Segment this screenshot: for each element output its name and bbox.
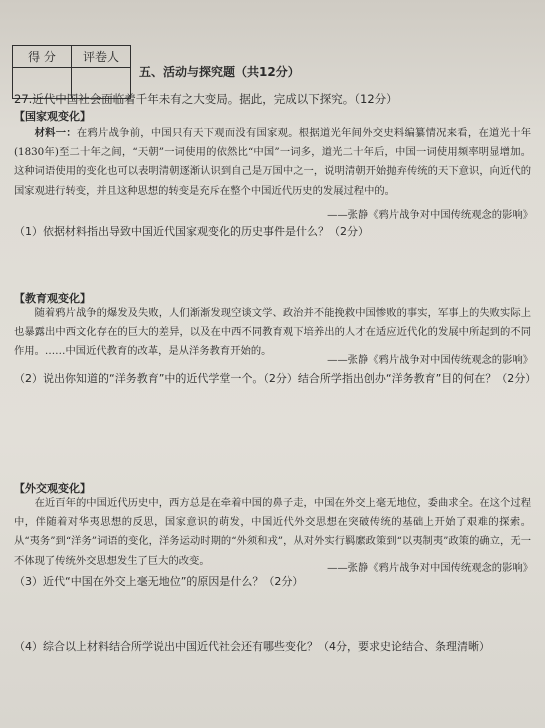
question-3: （3）近代“中国在外交上毫无地位”的原因是什么？（2分）: [14, 575, 304, 588]
score-header: 得 分: [13, 46, 72, 68]
diplomacy-paragraph: 在近百年的中国近代历史中，西方总是在牵着中国的鼻子走，中国在外交上毫无地位，委曲求全。在这个过程中，伴随着对华夷思想的反思，国家意识的萌发，中国近代外交思想在突破传统的基础上开始了艰难的探索。从“夷务”到“洋务”词语的变化，洋务运动时期的“外须和戎”，从对外实行羁縻政策到“以夷制夷”政策的确立，无一不体现了传统外交思想发生了巨大的改变。: [14, 497, 531, 567]
question-1: （1）依据材料指出导致中国近代国家观变化的历史事件是什么？（2分）: [14, 225, 369, 238]
material-one-text: 在鸦片战争前，中国只有天下观而没有国家观。根据道光年间外交史料编纂情况来看，在道光十年(1830年)至二十年之间，“天朝”一词使用的依然比“中国”一词多，道光二十年后，中国一词使用频率明显增加。这种词语使用的变化也可以表明清朝逐渐认识到自己是万国中之一，说明清朝开始抛弃传统的天下意识，向近代的国家观进行转变，并且这种思想的转变是充斥在整个中国近代历史的发展过程中的。: [14, 127, 532, 197]
education-view-title: 【教育观变化】: [14, 292, 91, 305]
question-2: （2）说出你知道的“洋务教育”中的近代学堂一个。（2分）结合所学指出创办“洋务教育”目的何在？（2分）: [14, 372, 537, 385]
grader-header: 评卷人: [72, 46, 131, 68]
material-one-paragraph: [14, 124, 531, 201]
education-source: ——张静《鸦片战争对中国传统观念的影响》: [327, 354, 533, 366]
diplomacy-view-title: 【外交观变化】: [14, 482, 91, 495]
question-4: （4）综合以上材料结合所学说出中国近代社会还有哪些变化？（4分，要求史论结合、条理清晰）: [14, 640, 490, 653]
material-one-label: 材料一：: [34, 127, 77, 139]
education-paragraph: 随着鸦片战争的爆发及失败，人们渐渐发现空谈文学、政治并不能挽救中国惨败的事实，军事上的失败实际上也暴露出中西文化存在的巨大的差异，以及在中西不同教育观下培养出的人才在适应近代化的发展中所起到的不同作用。……中国近代教育的改革，是从洋务教育开始的。: [14, 307, 531, 358]
section-title: 五、活动与探究题（共12分）: [139, 65, 300, 79]
national-source: ——张静《鸦片战争对中国传统观念的影响》: [327, 209, 533, 221]
diplomacy-source: ——张静《鸦片战争对中国传统观念的影响》: [327, 562, 533, 574]
question-stem: 27.近代中国社会面临着千年未有之大变局。据此，完成以下探究。（12分）: [14, 92, 398, 106]
national-view-title: 【国家观变化】: [14, 110, 91, 123]
